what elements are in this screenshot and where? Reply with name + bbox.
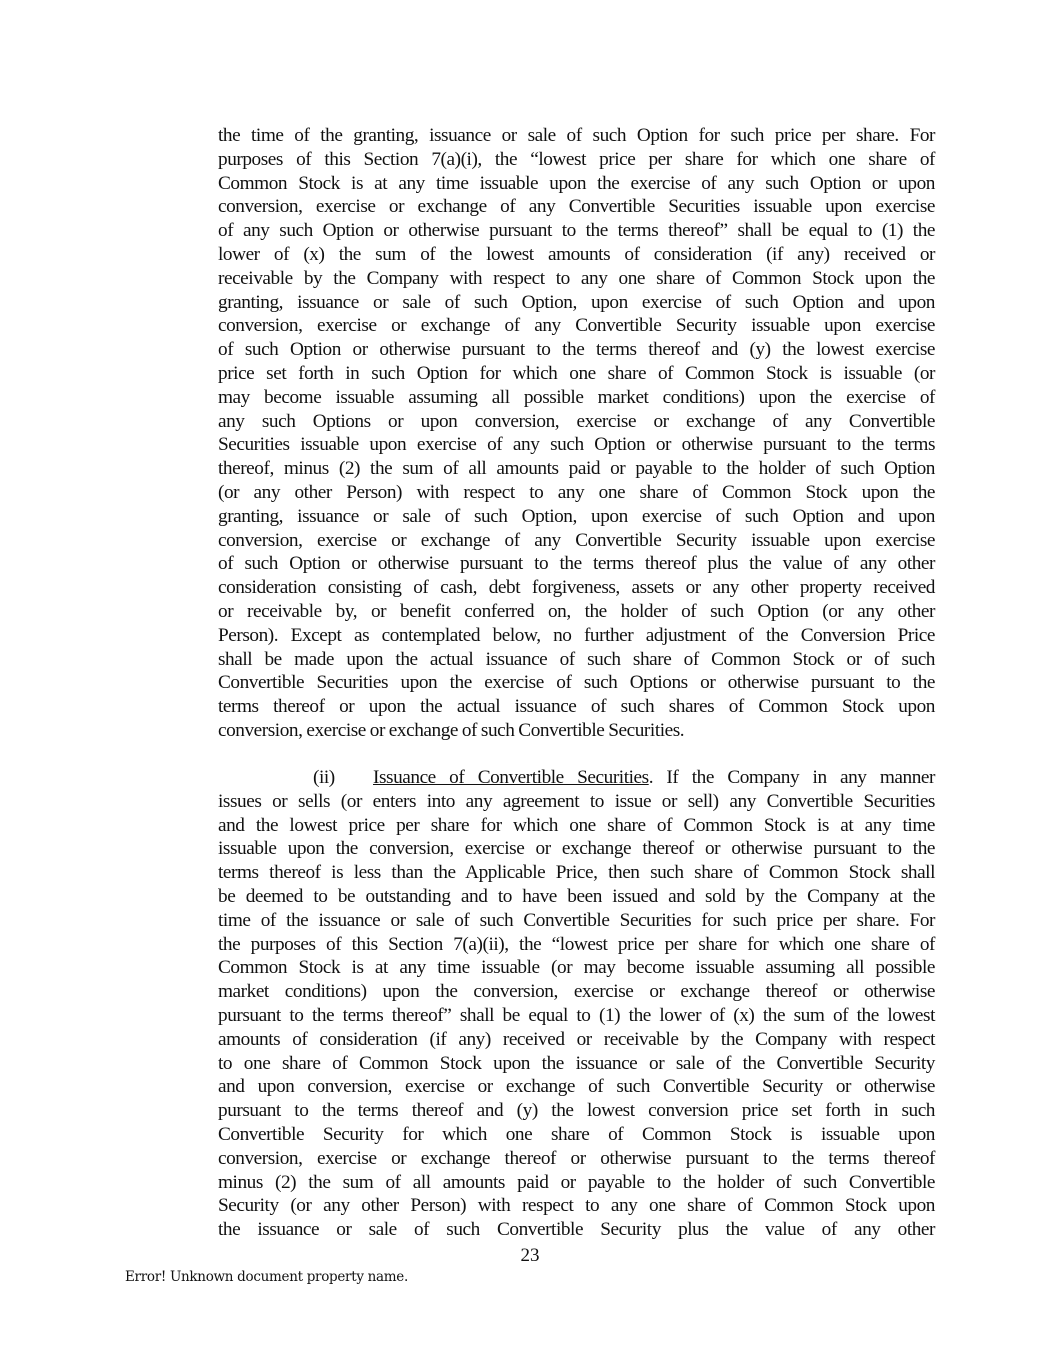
text-line: conversion, exercise or exchange of any Convertible Security issuable upon exercise xyxy=(218,315,935,337)
text-line: market conditions) upon the conversion, exercise or exchange thereof or otherwise xyxy=(218,981,935,1003)
text-line: Person). Except as contemplated below, no further adjustment of the Conversion Price xyxy=(218,624,935,646)
text-line: terms thereof is less than the Applicable Price, then such share of Common Stock shall xyxy=(218,862,935,884)
text-line: Securities issuable upon exercise of any such Option or otherwise pursuant to the terms xyxy=(218,434,935,456)
text-line: Common Stock is at any time issuable (or may become issuable assuming all possible xyxy=(218,957,935,979)
text-line: the time of the granting, issuance or sale of such Option for such price per share. For xyxy=(218,125,935,146)
text-line: amounts of consideration (if any) received or receivable by the Company with respect xyxy=(218,1028,935,1050)
text-line: issues or sells (or enters into any agreement to issue or sell) any Convertible Securities xyxy=(218,790,935,812)
text-line: and upon conversion, exercise or exchange of such Convertible Security or otherwise xyxy=(218,1076,935,1098)
text-line: Convertible Security for which one share of Common Stock is issuable upon xyxy=(218,1123,935,1145)
footer-error-text: Error! Unknown document property name. xyxy=(125,1269,408,1285)
text-line: Convertible Securities upon the exercise of such Options or otherwise pursuant to the xyxy=(218,672,935,694)
text-line: purposes of this Section 7(a)(i), the “lowest price per share for which one share of xyxy=(218,148,935,170)
text-line: of such Option or otherwise pursuant to the terms thereof and (y) the lowest exercise xyxy=(218,339,935,361)
text-line: price set forth in such Option for which one share of Common Stock is issuable (or xyxy=(218,362,935,384)
paragraph-2-lines xyxy=(218,790,935,1242)
text-line: minus (2) the sum of all amounts paid or payable to the holder of such Convertible xyxy=(218,1171,935,1193)
text-line: consideration consisting of cash, debt forgiveness, assets or any other property received xyxy=(218,577,935,599)
text-line: thereof, minus (2) the sum of all amounts paid or payable to the holder of such Option xyxy=(218,458,935,480)
text-line: may become issuable assuming all possible market conditions) upon the exercise of xyxy=(218,386,935,408)
text-line: pursuant to the terms thereof and (y) the lowest conversion price set forth in such xyxy=(218,1100,935,1122)
text-line: to one share of Common Stock upon the issuance or sale of the Convertible Security xyxy=(218,1052,935,1074)
text-line: Common Stock is at any time issuable upon the exercise of any such Option or upon xyxy=(218,172,935,194)
text-line: and the lowest price per share for which one share of Common Stock is at any time xyxy=(218,814,935,836)
text-line: lower of (x) the sum of the lowest amounts of consideration (if any) received or xyxy=(218,243,935,265)
text-line: (or any other Person) with respect to any one share of Common Stock upon the xyxy=(218,481,935,503)
text-line: pursuant to the terms thereof” shall be equal to (1) the lower of (x) the sum of the lowest xyxy=(218,1004,935,1026)
section-heading-suffix: . If the Company in any manner xyxy=(648,767,935,788)
text-line: conversion, exercise or exchange of any Convertible Securities issuable upon exercise xyxy=(218,196,935,218)
section-number: (ii) xyxy=(313,767,335,788)
text-line: the purposes of this Section 7(a)(ii), the “lowest price per share for which one share of xyxy=(218,933,935,955)
paragraph-section-7a-i-continued xyxy=(218,124,935,743)
text-line: terms thereof or upon the actual issuance of such shares of Common Stock upon xyxy=(218,696,935,718)
section-ii-first-line xyxy=(218,766,935,790)
text-line: the issuance or sale of such Convertible Security plus the value of any other xyxy=(218,1219,935,1241)
page-number: 23 xyxy=(520,1245,540,1266)
text-line: of such Option or otherwise pursuant to the terms thereof plus the value of any other xyxy=(218,553,935,575)
text-line: issuable upon the conversion, exercise or exchange thereof or otherwise pursuant to the xyxy=(218,838,935,860)
text-line: shall be made upon the actual issuance of such share of Common Stock or of such xyxy=(218,648,935,670)
text-line: be deemed to be outstanding and to have been issued and sold by the Company at the xyxy=(218,885,935,907)
text-line: of any such Option or otherwise pursuant to the terms thereof” shall be equal to (1) the xyxy=(218,220,935,242)
text-line: or receivable by, or benefit conferred on, the holder of such Option (or any other xyxy=(218,600,935,622)
text-line: granting, issuance or sale of such Option, upon exercise of such Option and upon xyxy=(218,291,935,313)
text-line: receivable by the Company with respect to any one share of Common Stock upon the xyxy=(218,267,935,289)
text-line: conversion, exercise or exchange thereof or otherwise pursuant to the terms thereof xyxy=(218,1147,935,1169)
text-line: granting, issuance or sale of such Option, upon exercise of such Option and upon xyxy=(218,505,935,527)
section-heading-line xyxy=(373,766,935,790)
text-line: any such Options or upon conversion, exercise or exchange of any Convertible xyxy=(218,410,935,432)
text-line: time of the issuance or sale of such Convertible Securities for such price per share. For xyxy=(218,909,935,931)
text-line: Security (or any other Person) with respect to any one share of Common Stock upon xyxy=(218,1195,935,1217)
paragraph-section-7a-ii xyxy=(218,766,935,1242)
text-line: conversion, exercise or exchange of such Convertible Securities. xyxy=(218,719,685,741)
text-line: conversion, exercise or exchange of any Convertible Security issuable upon exercise xyxy=(218,529,935,551)
section-heading: Issuance of Convertible Securities xyxy=(373,767,649,788)
